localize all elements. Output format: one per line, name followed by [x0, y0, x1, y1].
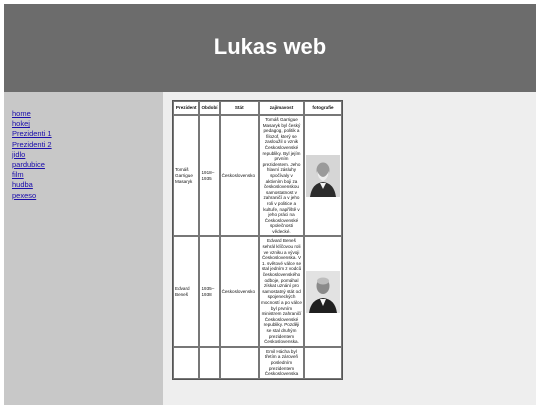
president-state: Československo [220, 115, 259, 236]
president-state [220, 347, 259, 379]
president-photo [306, 155, 340, 197]
page-frame [4, 4, 536, 405]
president-name: Edvard Beneš [173, 236, 199, 346]
site-title: Lukas web [213, 34, 327, 59]
nav-menu [12, 108, 52, 200]
nav-link-jidlo[interactable]: jidlo [12, 149, 26, 159]
president-period: 1935–1938 [199, 236, 219, 346]
table-row [173, 236, 342, 346]
president-name [173, 347, 199, 379]
table-row [173, 347, 342, 379]
presidents-table [172, 100, 343, 380]
column-header-zajimavost: zajímavost [259, 101, 304, 115]
table-row [173, 115, 342, 236]
column-header-fotografie: fotografie [304, 101, 342, 115]
nav-link-film[interactable]: film [12, 170, 24, 180]
column-header-prezident: Prezident [173, 101, 199, 115]
nav-link-pardubice[interactable]: pardubice [12, 160, 45, 170]
president-period [199, 347, 219, 379]
president-photo-cell [304, 347, 342, 379]
nav-link-home[interactable]: home [12, 109, 31, 118]
nav-link-hokej[interactable]: hokej [12, 119, 30, 129]
header-banner [4, 4, 536, 92]
sidebar [4, 92, 163, 405]
nav-link-pexeso[interactable]: pexeso [12, 190, 37, 200]
president-period: 1918–1935 [199, 115, 219, 236]
nav-link-prezidenti-2[interactable]: Prezidenti 2 [12, 139, 52, 149]
nav-link-prezidenti-1[interactable]: Prezidenti 1 [12, 129, 52, 139]
president-note: Emil Hácha byl třetím a zároveň posledním prezidentem Československa [259, 347, 304, 379]
president-photo [306, 271, 340, 313]
column-header-stat: Stát [220, 101, 259, 115]
main-content [163, 92, 536, 405]
table-header-row [173, 101, 342, 115]
president-note: Edvard Beneš sehrál klíčovou roli ve vzniku a vývoji Československa. V 1. světové válce se stal jedním z vodců československého odboje, pomáhal získat uznání pro samostatný stát od spojeneckých mocností a po válce byl prvním ministrem zahraničí Československé republiky. Později se stal druhým prezidentem Československa. [259, 236, 304, 346]
president-note: Tomáš Garrigue Masaryk byl český pedagog, politik a filozof, který se zasloužil o vznik Československé republiky. Byl jejím prvním prezidentem. Jeho hlavní zásluhy spočívaly v aktivním boji za československou samostatnost v zahraničí a v jeho roli v politice a kultuře, napříště v jeho práci na Československé společnosti vědecké. [259, 115, 304, 236]
nav-link-hudba[interactable]: hudba [12, 180, 33, 190]
president-name: Tomáš Garrigue Masaryk [173, 115, 199, 236]
president-state: Československo [220, 236, 259, 346]
column-header-obdobi: Období [199, 101, 219, 115]
president-photo-cell [304, 236, 342, 346]
president-photo-cell [304, 115, 342, 236]
